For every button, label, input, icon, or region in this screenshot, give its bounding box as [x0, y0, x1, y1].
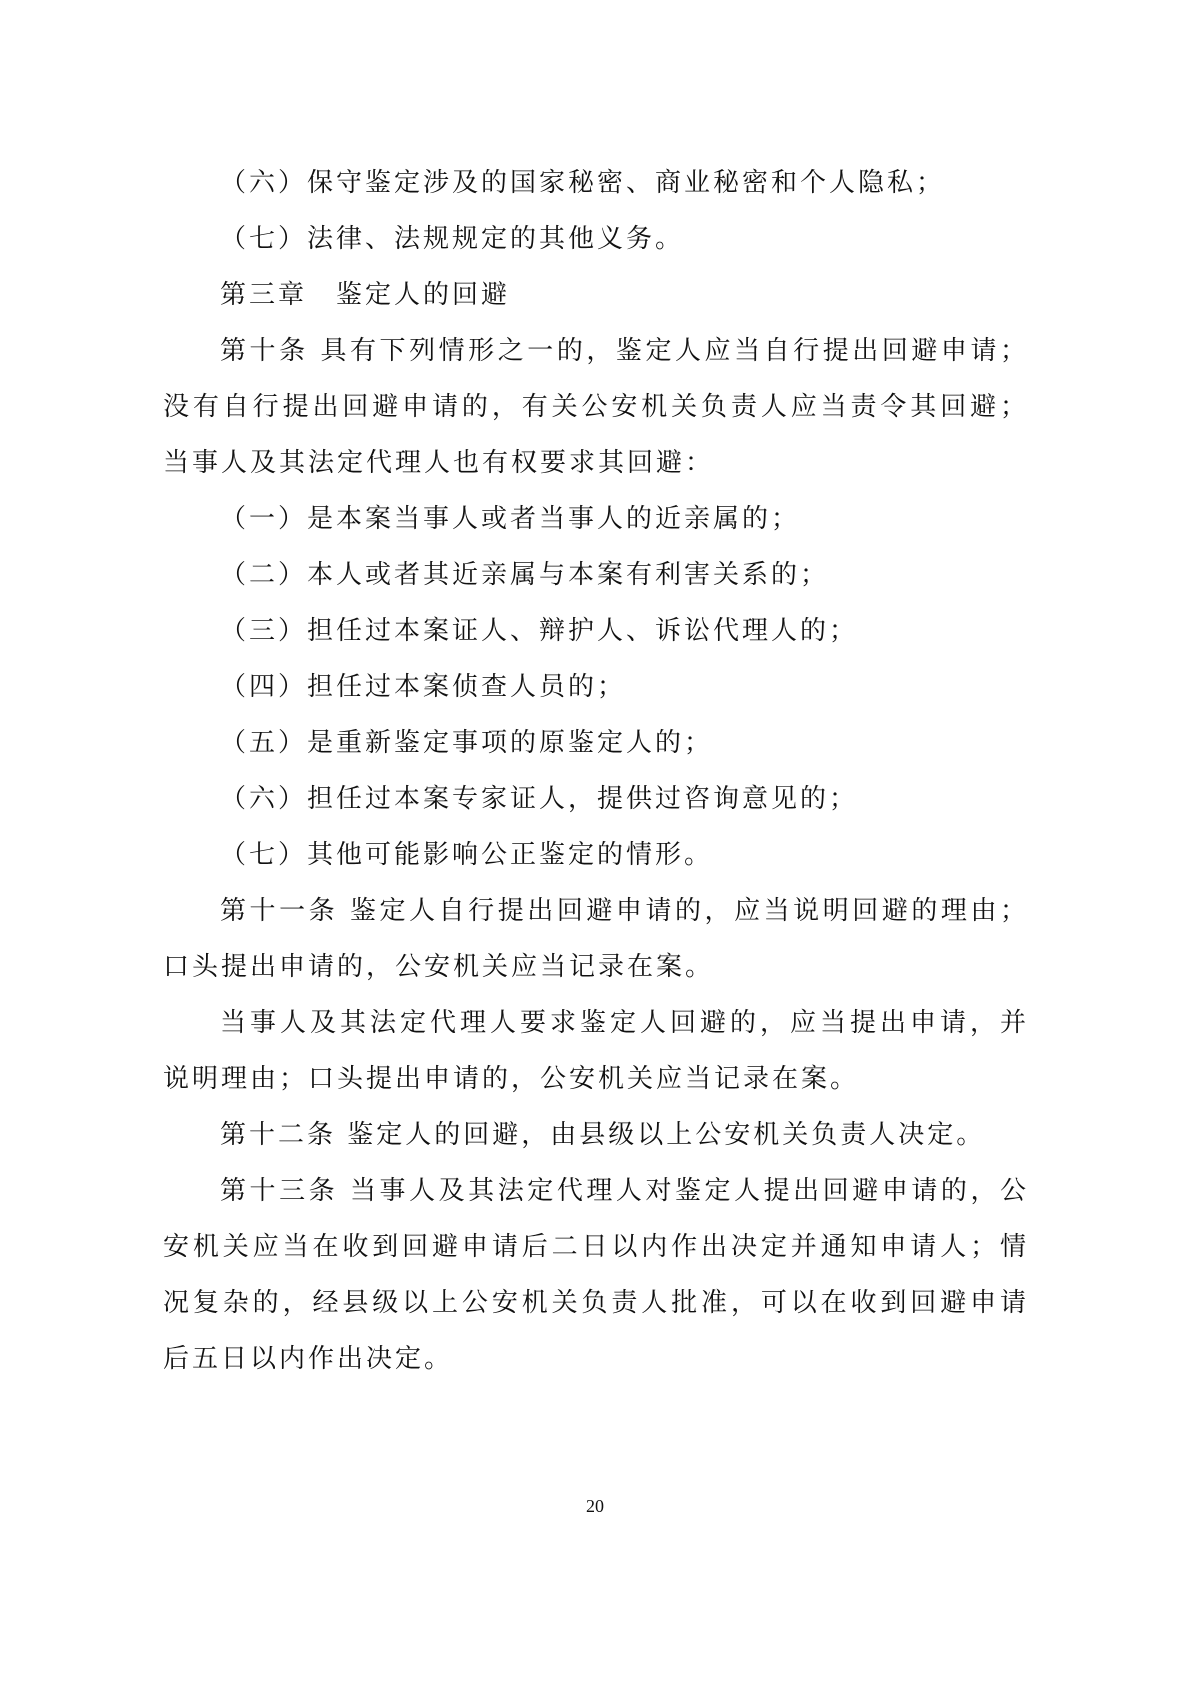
list-item-4: （四）担任过本案侦查人员的；	[220, 672, 627, 702]
chapter-heading: 第三章 鉴定人的回避	[220, 280, 511, 310]
list-item-7: （七）其他可能影响公正鉴定的情形。	[220, 840, 714, 870]
list-item-6: （六）担任过本案专家证人，提供过咨询意见的；	[220, 784, 859, 814]
page-number: 20	[586, 1496, 604, 1516]
list-item-2: （二）本人或者其近亲属与本案有利害关系的；	[220, 560, 830, 590]
paragraph-item-7-other-duties: （七）法律、法规规定的其他义务。	[220, 224, 685, 254]
article-13: 第十三条 当事人及其法定代理人对鉴定人提出回避申请的，公安机关应当在收到回避申请后二日以内作出决定并通知申请人；情况复杂的，经县级以上公安机关负责人批准，可以在收到回避申请后五日以内作出决定。	[163, 1176, 1029, 1374]
article-10: 第十条 具有下列情形之一的，鉴定人应当自行提出回避申请；没有自行提出回避申请的，有关公安机关负责人应当责令其回避；当事人及其法定代理人也有权要求其回避：	[163, 336, 1029, 478]
paragraph-item-6-confidentiality: （六）保守鉴定涉及的国家秘密、商业秘密和个人隐私；	[220, 168, 946, 198]
document-body	[163, 155, 1029, 1387]
list-item-1: （一）是本案当事人或者当事人的近亲属的；	[220, 504, 801, 534]
article-11: 第十一条 鉴定人自行提出回避申请的，应当说明回避的理由；口头提出申请的，公安机关应当记录在案。	[163, 896, 1029, 982]
list-item-3: （三）担任过本案证人、辩护人、诉讼代理人的；	[220, 616, 859, 646]
article-12: 第十二条 鉴定人的回避，由县级以上公安机关负责人决定。	[220, 1120, 986, 1150]
article-11-paragraph-2: 当事人及其法定代理人要求鉴定人回避的，应当提出申请，并说明理由；口头提出申请的，公安机关应当记录在案。	[163, 1008, 1029, 1094]
list-item-5: （五）是重新鉴定事项的原鉴定人的；	[220, 728, 714, 758]
